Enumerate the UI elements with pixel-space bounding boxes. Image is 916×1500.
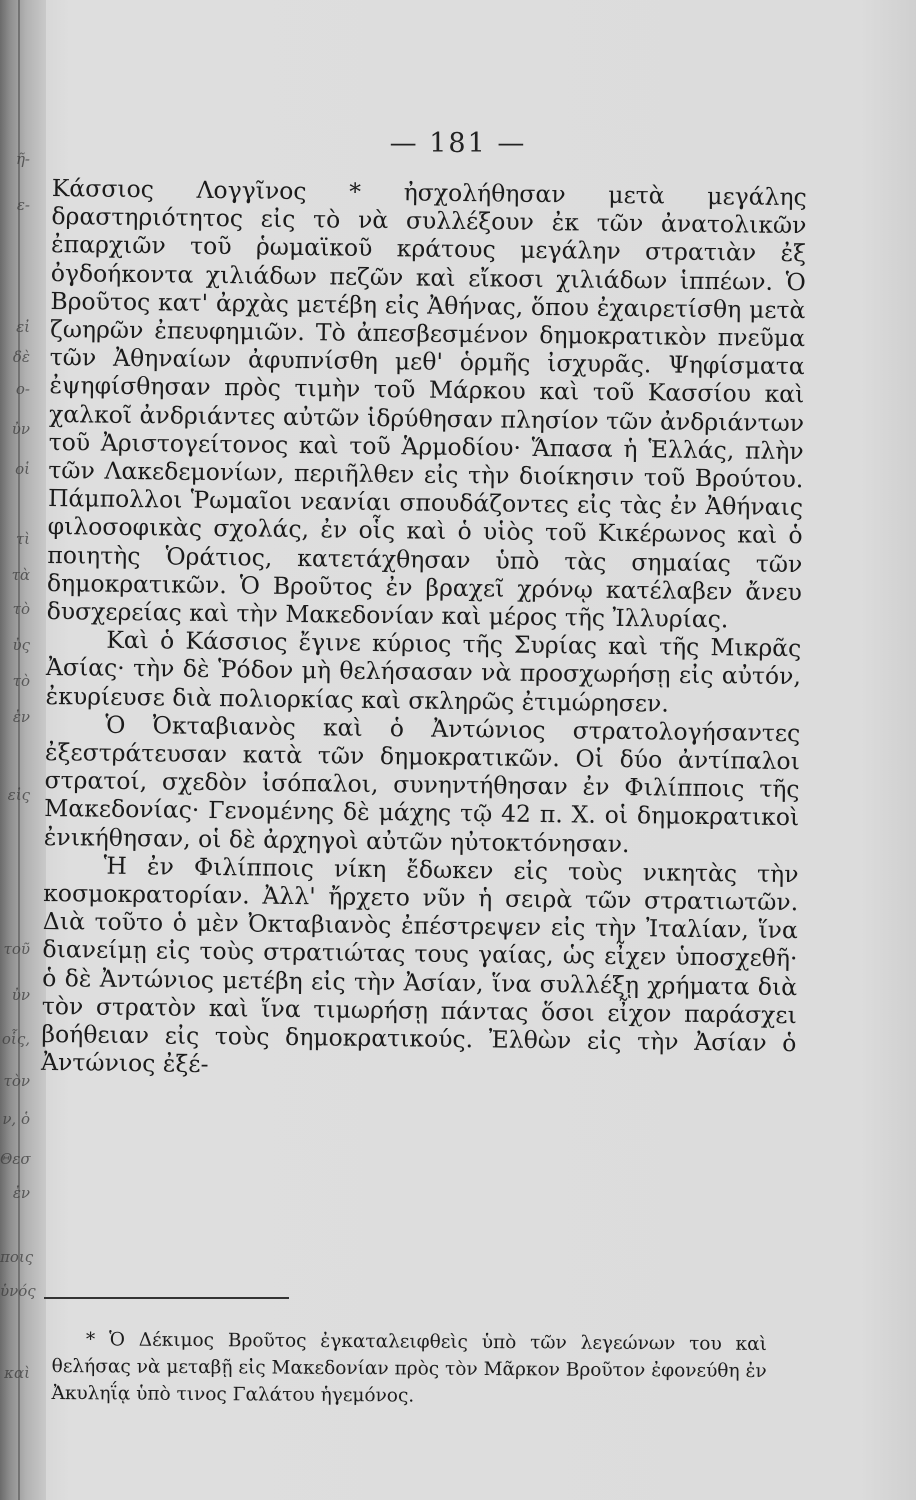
footnote-text: * Ὁ Δέκιμος Βροῦτος ἐγκαταλειφθεὶς ὑπὸ τῶν λεγεώνων του καὶ θελήσας νὰ μεταβῇ εἰς Μακεδονίαν πρὸς τὸν Μᾶρκον Βροῦτον ἐφονεύθη ἐν Ἀκυληΐᾳ ὑπὸ τινος Γαλάτου ἡγεμόνος.: [51, 1329, 767, 1407]
margin-fragment: ν, ὁ: [2, 1110, 30, 1128]
body-paragraph: Καὶ ὁ Κάσσιος ἔγινε κύριος τῆς Συρίας καὶ τῆς Μικρᾶς Ἀσίας· τὴν δὲ Ῥόδον μὴ θελήσασαν νὰ προσχωρήσῃ εἰς αὐτόν, ἐκυρίευσε διὰ πολιορκίας καὶ σκληρῶς ἐτιμώρησεν.: [45, 625, 802, 718]
margin-fragment: τὸν: [3, 1072, 30, 1090]
page-number: — 181 —: [389, 128, 527, 159]
margin-fragment: ὐς: [12, 636, 30, 654]
body-paragraph: Κάσσιος Λογγῖνος * ἠσχολήθησαν μετὰ μεγάλης δραστηριότητος εἰς τὸ νὰ συλλέξουν ἐκ τῶν ἀνατολικῶν ἐπαρχιῶν τοῦ ῥωμαϊκοῦ κράτους μεγάλην στρατιὰν ἐξ ὀγδοήκοντα χιλιάδων πεζῶν καὶ εἴκοσι χιλιάδων ἱππέων. Ὁ Βροῦτος κατ' ἀρχὰς μετέβη εἰς Ἀθήνας, ὅπου ἐχαιρετίσθη μετὰ ζωηρῶν ἐπευφημιῶν. Τὸ ἀπεσβεσμένον δημοκρατικὸν πνεῦμα τῶν Ἀθηναίων ἀφυπνίσθη μεθ' ὁρμῆς ἰσχυρᾶς. Ψηφίσματα ἐψηφίσθησαν πρὸς τιμὴν τοῦ Μάρκου καὶ τοῦ Κασσίου καὶ χαλκοῖ ἀνδριάντες αὐτῶν ἱδρύθησαν πλησίον τῶν ἀνδριάντων τοῦ Ἀριστογείτονος καὶ τοῦ Ἁρμοδίου· Ἅπασα ἡ Ἑλλάς, πλὴν τῶν Λακεδεμονίων, περιῆλθεν εἰς τὴν διοίκησιν τοῦ Βρούτου. Πάμπολλοι Ῥωμαῖοι νεανίαι σπουδάζοντες εἰς τὰς ἐν Ἀθήναις φιλοσοφικὰς σχολάς, ἐν οἷς καὶ ὁ υἱὸς τοῦ Κικέρωνος καὶ ὁ ποιητὴς Ὁράτιος, κατετάχθησαν ὑπὸ τὰς σημαίας τῶν δημοκρατικῶν. Ὁ Βροῦτος ἐν βραχεῖ χρόνῳ κατέλαβεν ἄνευ δυσχερείας καὶ τὴν Μακεδονίαν καὶ μέρος τῆς Ἰλλυρίας.: [46, 174, 807, 634]
margin-fragment: τὰ: [11, 566, 30, 584]
margin-fragment: ο-: [15, 380, 30, 398]
margin-fragment: Θεσ: [0, 1150, 31, 1168]
margin-fragment: ὐν: [11, 420, 30, 438]
margin-fragment: εἰς: [7, 786, 30, 804]
footnote: [51, 1326, 767, 1412]
margin-fragment: ὑνός: [0, 1282, 36, 1300]
margin-fragment: ῆ-: [15, 150, 30, 168]
margin-fragment: ἐν: [12, 1184, 30, 1202]
margin-fragment: ὐν: [11, 986, 30, 1004]
margin-fragment: ε-: [16, 196, 30, 214]
body-paragraph: Ὁ Ὀκταβιανὸς καὶ ὁ Ἀντώνιος στρατολογήσαντες ἐξεστράτευσαν κατὰ τῶν δημοκρατικῶν. Οἱ δύο ἀντίπαλοι στρατοί, σχεδὸν ἰσόπαλοι, συνηντήθησαν ἐν Φιλίπποις τῆς Μακεδονίας· Γενομένης δὲ μάχης τῷ 42 π. Χ. οἱ δημοκρατικοὶ ἐνικήθησαν, οἱ δὲ ἀρχηγοὶ αὐτῶν ηὐτοκτόνησαν.: [43, 710, 801, 858]
footnote-divider: [44, 1297, 289, 1299]
adjacent-page-edge: [0, 0, 46, 1500]
margin-fragment: τοῦ: [3, 940, 30, 958]
margin-fragment: καὶ: [4, 1364, 30, 1382]
binding-shadow: [18, 0, 20, 1500]
margin-fragment: ἐν: [12, 708, 30, 726]
margin-fragment: ποις: [0, 1248, 34, 1266]
margin-fragment: τὸ: [12, 600, 30, 618]
margin-fragment: τὶ: [15, 530, 30, 548]
margin-fragment: οἷς,: [1, 1030, 30, 1048]
margin-fragment: δὲ: [12, 348, 30, 366]
margin-fragment: οἱ: [15, 460, 30, 478]
margin-fragment: τὸ: [12, 672, 30, 690]
body-paragraph: Ἡ ἐν Φιλίπποις νίκη ἔδωκεν εἰς τοὺς νικητὰς τὴν κοσμοκρατορίαν. Ἀλλ' ἤρχετο νῦν ἡ σειρὰ τῶν στρατιωτῶν. Διὰ τοῦτο ὁ μὲν Ὀκταβιανὸς ἐπέστρεψεν εἰς τὴν Ἰταλίαν, ἵνα διανείμῃ εἰς τοὺς στρατιώτας τους γαίας, ὡς εἶχεν ὑποσχεθῆ· ὁ δὲ Ἀντώνιος μετέβη εἰς τὴν Ἀσίαν, ἵνα συλλέξῃ χρήματα διὰ τὸν στρατὸν καὶ ἵνα τιμωρήσῃ πάντας ὅσοι εἶχον παράσχει βοήθειαν εἰς τοὺς δημοκρατικούς. Ἐλθὼν εἰς τὴν Ἀσίαν ὁ Ἀντώνιος ἐξέ-: [40, 851, 799, 1079]
body-text: [41, 174, 807, 1086]
margin-fragment: εἰ: [16, 318, 30, 336]
